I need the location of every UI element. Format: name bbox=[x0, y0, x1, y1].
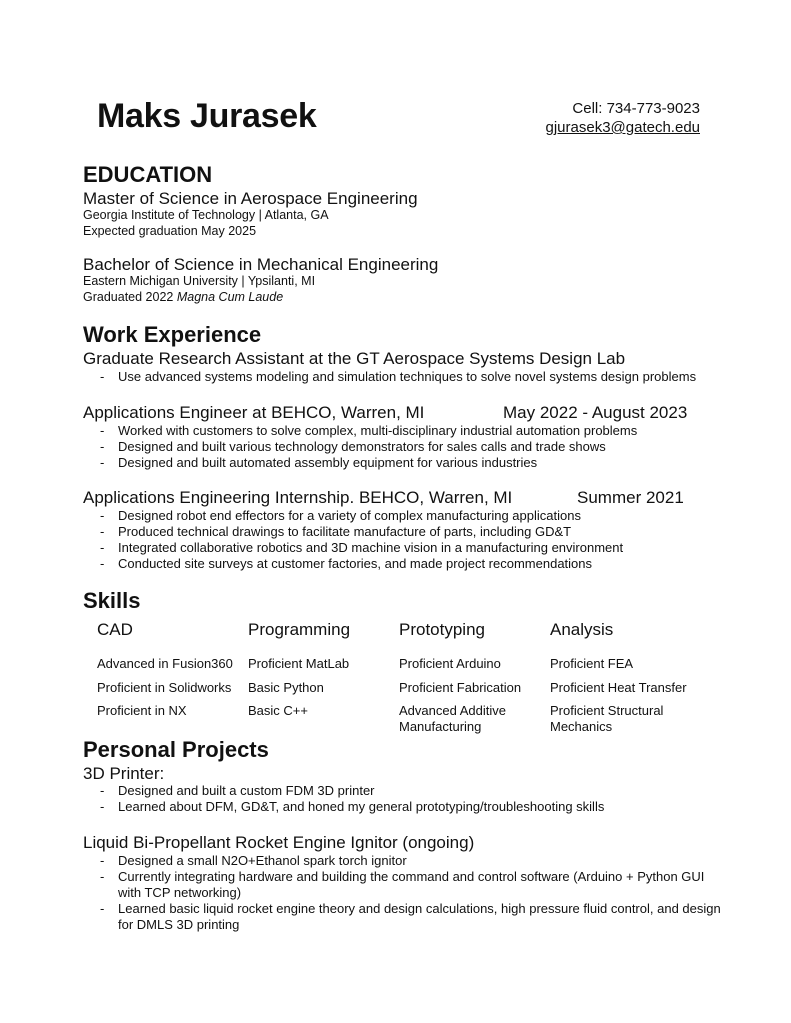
job-date: May 2022 - August 2023 bbox=[503, 403, 688, 422]
skill-item: Advanced Additive Manufacturing bbox=[399, 703, 506, 734]
skill-item: Proficient FEA bbox=[550, 656, 634, 671]
education-school: Eastern Michigan University | Ypsilanti, MI bbox=[83, 274, 316, 288]
skill-item: Proficient Structural Mechanics bbox=[550, 703, 664, 734]
contact-block bbox=[546, 99, 701, 137]
job-bullet: - Designed and built automated assembly equipment for various industries bbox=[100, 455, 538, 470]
skill-item: Basic Python bbox=[248, 680, 324, 695]
job-bullet: - Use advanced systems modeling and simulation techniques to solve novel systems design problems bbox=[100, 369, 697, 384]
job-title: Applications Engineer at BEHCO, Warren, MI bbox=[83, 403, 425, 422]
job-title: Graduate Research Assistant at the GT Aerospace Systems Design Lab bbox=[83, 349, 626, 368]
skill-column-heading: Analysis bbox=[550, 620, 614, 639]
email-link[interactable]: gjurasek3@gatech.edu bbox=[545, 119, 700, 136]
project-bullet: - Designed a small N2O+Ethanol spark torch ignitor bbox=[100, 853, 407, 868]
project-bullet: - Currently integrating hardware and building the command and control software (Arduino + Python GUI with TCP networking) bbox=[100, 869, 705, 900]
job-bullet: - Worked with customers to solve complex, multi-disciplinary industrial automation problems bbox=[100, 423, 638, 438]
education-heading: EDUCATION bbox=[83, 162, 213, 187]
education-honors: Magna Cum Laude bbox=[176, 290, 284, 304]
skill-column-heading: CAD bbox=[97, 620, 133, 639]
job-bullet: - Conducted site surveys at customer factories, and made project recommendations bbox=[100, 556, 593, 571]
skills-heading: Skills bbox=[83, 588, 141, 613]
job-bullet: - Integrated collaborative robotics and 3D machine vision in a manufacturing environment bbox=[100, 540, 624, 555]
work-heading: Work Experience bbox=[83, 322, 262, 347]
education-note: Expected graduation May 2025 bbox=[83, 224, 257, 238]
candidate-name: Maks Jurasek bbox=[97, 97, 317, 135]
education-school: Georgia Institute of Technology | Atlanta, GA bbox=[83, 208, 329, 222]
project-bullet: - Learned about DFM, GD&T, and honed my general prototyping/troubleshooting skills bbox=[100, 799, 605, 814]
project-title: 3D Printer: bbox=[83, 764, 165, 783]
skill-item: Proficient Arduino bbox=[399, 656, 501, 671]
job-date: Summer 2021 bbox=[577, 488, 684, 507]
skill-item: Proficient Heat Transfer bbox=[550, 680, 687, 695]
skill-item: Proficient in NX bbox=[97, 703, 187, 718]
skill-item: Basic C++ bbox=[248, 703, 308, 718]
job-bullet: - Designed robot end effectors for a variety of complex manufacturing applications bbox=[100, 508, 581, 523]
phone-number: Cell: 734-773-9023 bbox=[572, 100, 700, 117]
skill-item: Proficient Fabrication bbox=[399, 680, 522, 695]
education-note: Graduated 2022 Magna Cum Laude bbox=[83, 290, 284, 304]
education-degree: Master of Science in Aerospace Engineering bbox=[83, 189, 418, 208]
skill-column-heading: Programming bbox=[248, 620, 351, 639]
project-bullet: - Designed and built a custom FDM 3D printer bbox=[100, 783, 375, 798]
project-title: Liquid Bi-Propellant Rocket Engine Ignitor (ongoing) bbox=[83, 833, 475, 852]
job-title: Applications Engineering Internship. BEHCO, Warren, MI bbox=[83, 488, 513, 507]
skill-item: Proficient MatLab bbox=[248, 656, 350, 671]
project-bullet: - Learned basic liquid rocket engine theory and design calculations, high pressure fluid control, and design for DMLS 3D printing bbox=[100, 901, 721, 932]
projects-heading: Personal Projects bbox=[83, 737, 269, 762]
education-degree: Bachelor of Science in Mechanical Engineering bbox=[83, 255, 439, 274]
job-bullet: - Produced technical drawings to facilitate manufacture of parts, including GD&T bbox=[100, 524, 572, 539]
job-bullet: - Designed and built various technology demonstrators for sales calls and trade shows bbox=[100, 439, 606, 454]
skill-column-heading: Prototyping bbox=[399, 620, 485, 639]
skill-item: Advanced in Fusion360 bbox=[97, 656, 233, 671]
skill-item: Proficient in Solidworks bbox=[97, 680, 232, 695]
